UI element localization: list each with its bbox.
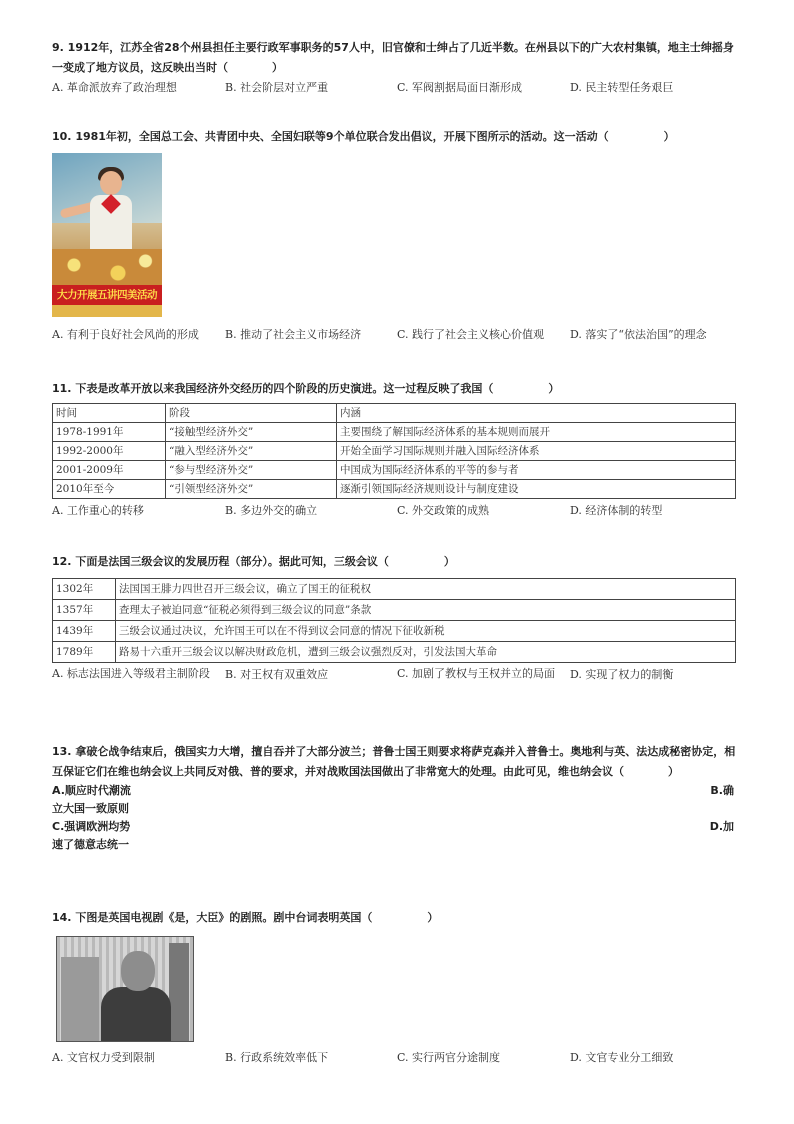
table-row	[53, 461, 736, 480]
option-b[interactable]: B. 对王权有双重效应	[225, 668, 329, 681]
estates-general-table	[52, 578, 736, 663]
question-stem: 12. 下面是法国三级会议的发展历程（部分）。据此可知，三级会议（ ）	[52, 555, 455, 568]
options-row	[52, 78, 742, 98]
table-cell: 路易十六重开三级会议以解决财政危机，遭到三级会议强烈反对，引发法国大革命	[116, 642, 736, 663]
table-row	[53, 480, 736, 499]
option-d[interactable]: D. 落实了“依法治国”的理念	[570, 328, 707, 341]
option-b-tail[interactable]: 立大国一致原则	[52, 802, 129, 815]
table-header-cell: 时间	[53, 404, 166, 423]
table-cell: 1439年	[53, 621, 116, 642]
option-b[interactable]: B. 推动了社会主义市场经济	[225, 328, 362, 341]
options-row	[52, 325, 742, 345]
question-10	[52, 127, 742, 345]
option-c[interactable]: C.强调欧洲均势	[52, 820, 131, 833]
table-cell: 1992-2000年	[53, 442, 166, 461]
table-cell: 1789年	[53, 642, 116, 663]
table-header-cell: 阶段	[166, 404, 337, 423]
question-9	[52, 38, 742, 98]
table-cell: 中国成为国际经济体系的平等的参与者	[337, 461, 736, 480]
option-d[interactable]: D. 经济体制的转型	[570, 504, 663, 517]
table-cell: 2010年至今	[53, 480, 166, 499]
table-row	[53, 642, 736, 663]
table-cell: 三级会议通过决议，允许国王可以在不得到议会同意的情况下征收新税	[116, 621, 736, 642]
economic-diplomacy-table	[52, 403, 736, 499]
table-cell: “参与型经济外交”	[166, 461, 337, 480]
question-12	[52, 552, 742, 703]
table-cell: 开始全面学习国际规则并融入国际经济体系	[337, 442, 736, 461]
table-cell: 查理太子被迫同意“征税必须得到三级会议的同意”条款	[116, 600, 736, 621]
table-cell: 逐渐引领国际经济规则设计与制度建设	[337, 480, 736, 499]
table-header-row	[53, 404, 736, 423]
poster-image	[52, 153, 162, 317]
question-13	[52, 742, 742, 854]
poster-banner-text: 大力开展五讲四美活动	[52, 285, 162, 305]
table-cell: 1978-1991年	[53, 423, 166, 442]
options-block	[52, 782, 742, 854]
table-cell: 1302年	[53, 579, 116, 600]
table-cell: 法国国王腓力四世召开三级会议，确立了国王的征税权	[116, 579, 736, 600]
question-stem: 13. 拿破仑战争结束后，俄国实力大增，擅自吞并了大部分波兰；普鲁士国王则要求将萨克森并入普鲁士。奥地利与英、法达成秘密协定，相互保证它们在维也纳会议上共同反对俄、普的要求，并对战败国法国做出了非常宽大的处理。由此可见，维也纳会议（ ）	[52, 745, 736, 778]
table-row	[53, 423, 736, 442]
table-row	[53, 621, 736, 642]
table-row	[53, 579, 736, 600]
table-cell: 1357年	[53, 600, 116, 621]
options-row	[52, 665, 742, 703]
question-stem: 10. 1981年初，全国总工会、共青团中央、全国妇联等9个单位联合发出倡议，开展下图所示的活动。这一活动（ ）	[52, 130, 675, 143]
option-a[interactable]: A. 标志法国进入等级君主制阶段	[52, 667, 210, 680]
option-a[interactable]: A. 文官权力受到限制	[52, 1051, 155, 1064]
options-row	[52, 501, 742, 521]
option-b[interactable]: B. 行政系统效率低下	[225, 1051, 329, 1064]
option-a[interactable]: A. 革命派放弃了政治理想	[52, 81, 177, 94]
table-cell: “融入型经济外交”	[166, 442, 337, 461]
table-cell: 主要围绕了解国际经济体系的基本规则而展开	[337, 423, 736, 442]
option-a[interactable]: A. 有利于良好社会风尚的形成	[52, 328, 199, 341]
option-d[interactable]: D. 文官专业分工细致	[570, 1051, 674, 1064]
option-c[interactable]: C. 加剧了教权与王权并立的局面	[397, 667, 556, 680]
question-stem: 9. 1912年，江苏全省28个州县担任主要行政军事职务的57人中，旧官僚和士绅占了几近半数。在州县以下的广大农村集镇，地主士绅摇身一变成了地方议员，这反映出当时（ ）	[52, 41, 734, 74]
options-row	[52, 1048, 742, 1068]
question-stem: 11. 下表是改革开放以来我国经济外交经历的四个阶段的历史演进。这一过程反映了我国（ ）	[52, 382, 560, 395]
option-d-head[interactable]: D.加	[709, 820, 734, 833]
table-cell: “接触型经济外交”	[166, 423, 337, 442]
table-cell: 2001-2009年	[53, 461, 166, 480]
tv-still-image	[56, 936, 194, 1042]
table-row	[53, 442, 736, 461]
option-d-tail[interactable]: 速了德意志统一	[52, 838, 129, 851]
option-a[interactable]: A. 工作重心的转移	[52, 504, 144, 517]
option-c[interactable]: C. 外交政策的成熟	[397, 504, 490, 517]
question-11	[52, 379, 742, 521]
table-cell: “引领型经济外交”	[166, 480, 337, 499]
option-a[interactable]: A.顺应时代潮流	[52, 784, 131, 797]
option-b[interactable]: B. 多边外交的确立	[225, 504, 318, 517]
option-d[interactable]: D. 实现了权力的制衡	[570, 668, 674, 681]
option-c[interactable]: C. 践行了社会主义核心价值观	[397, 328, 545, 341]
option-b-head[interactable]: B.确	[710, 784, 734, 797]
option-c[interactable]: C. 军阀割据局面日渐形成	[397, 81, 523, 94]
option-d[interactable]: D. 民主转型任务艰巨	[570, 81, 674, 94]
question-stem: 14. 下图是英国电视剧《是，大臣》的剧照。剧中台词表明英国（ ）	[52, 911, 439, 924]
table-row	[53, 600, 736, 621]
option-c[interactable]: C. 实行两官分途制度	[397, 1051, 501, 1064]
question-14	[52, 908, 742, 1068]
table-header-cell: 内涵	[337, 404, 736, 423]
option-b[interactable]: B. 社会阶层对立严重	[225, 81, 329, 94]
